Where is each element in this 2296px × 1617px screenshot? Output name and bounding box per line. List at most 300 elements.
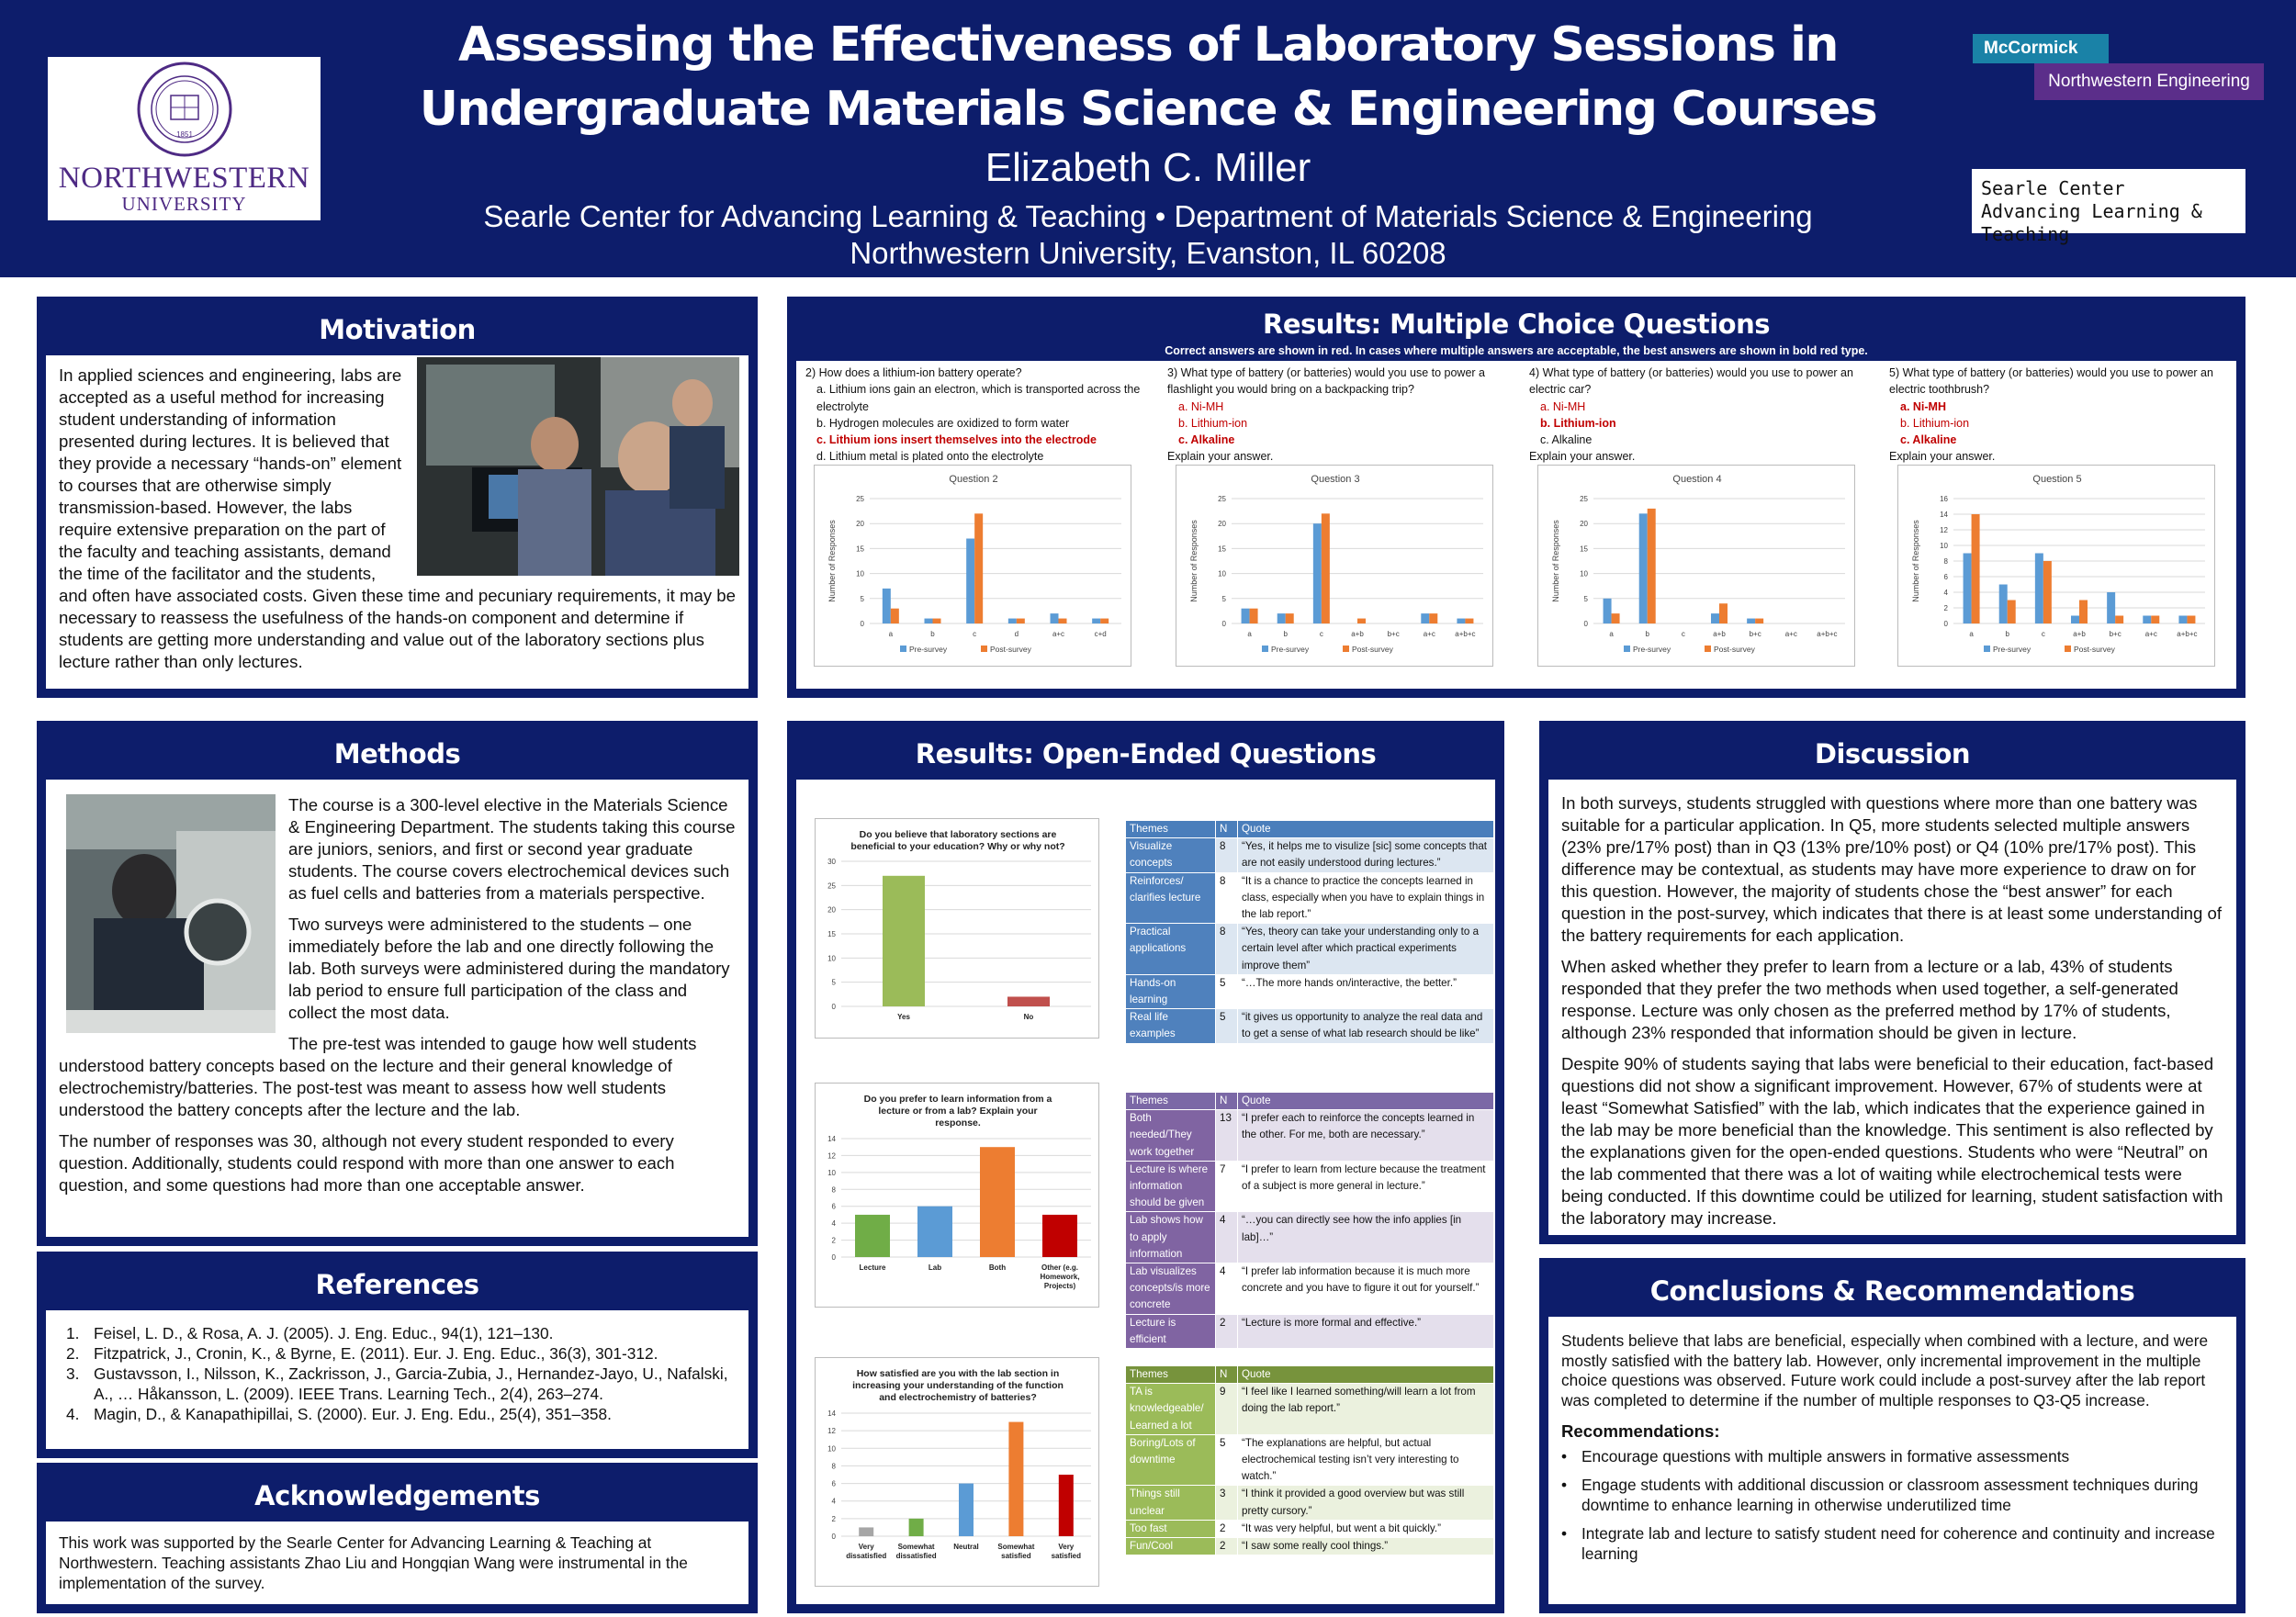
table-row <box>1126 974 1494 1008</box>
y-tick-label: 15 <box>827 930 836 938</box>
count-cell: 8 <box>1216 838 1238 872</box>
bar-post-survey <box>1322 513 1330 623</box>
bar-post-survey <box>1286 613 1294 623</box>
legend-swatch <box>2065 646 2071 652</box>
searle-logo-line-2: Advancing Learning & Teaching <box>1981 200 2202 245</box>
methods-paragraph-3: The pre-test was intended to gauge how well students understood battery concepts based on the lecture and their general knowledge of electrochemistry/batteries. The post-test was meant to assess how well students understood the battery concepts after the lecture and the lab. <box>59 1034 697 1119</box>
bar-post-survey <box>891 609 899 623</box>
bar-post-survey <box>2115 616 2123 624</box>
answer-option: b. Hydrogen molecules are oxidized to form water <box>816 416 1070 430</box>
y-tick-label: 2 <box>1943 604 1948 612</box>
x-tick-label-line: Yes <box>897 1013 910 1021</box>
bar-pre-survey <box>2071 616 2079 624</box>
bar-pre-survey <box>883 589 891 623</box>
x-tick-label <box>989 1263 1006 1272</box>
open-ended-heading: Results: Open-Ended Questions <box>915 738 1377 769</box>
answer-option: b. Lithium-ion <box>1540 416 1616 430</box>
x-tick-label: a+b+c <box>2177 630 2198 638</box>
x-tick-label <box>997 1543 1034 1560</box>
recommendation-text: Engage students with additional discussion or classroom assessment techniques during downtime to enhance learning in otherwise underutilized time <box>1581 1476 2199 1514</box>
y-tick-label: 4 <box>1943 589 1948 597</box>
motivation-text: In applied sciences and engineering, labs are accepted as a useful method for increasing student understanding of information presented during lectures. It is believed that they provide a necessary “hands-on” element to courses that are otherwise simply transmission-based. However, the labs require extensive preparation on the part of the faculty and teaching assistants, demand the time of the facilitator and the students, and often have associated costs. Given these time and pecuniary requirements, it may be necessary to reassess the usefulness of the hands-on component and determine if students are getting more understanding and value out of the laboratory sections plus lecture rather than only lectures. <box>59 365 736 671</box>
y-tick-label: 12 <box>827 1427 836 1436</box>
count-cell: 2 <box>1216 1538 1238 1555</box>
table-row <box>1126 1434 1494 1486</box>
answer-option: b. Lithium-ion <box>1900 416 1970 430</box>
conclusions-text: Students believe that labs are beneficial, especially when combined with a lecture, and were mostly satisfied with the battery lab. However, only incremental improvement in the multiple choice questions was observed. Future work could include a post-survey after the lab report was completed to determine if the number of multiple responses to Q3-Q5 increase. <box>1561 1331 2209 1409</box>
bar-post-survey <box>1250 609 1258 623</box>
mcq-question-4 <box>1529 361 1887 466</box>
legend-label: Pre-survey <box>1633 645 1671 654</box>
x-tick-label: c <box>2041 630 2045 638</box>
y-tick-label: 12 <box>827 1151 836 1161</box>
table-row <box>1126 1263 1494 1315</box>
legend-swatch <box>1343 646 1349 652</box>
chart-title <box>864 1094 1052 1129</box>
x-tick-label: b <box>1645 630 1649 638</box>
bar-post-survey <box>1017 619 1025 623</box>
x-tick-label: a <box>1247 630 1252 638</box>
lab-photo-glovebox <box>66 794 276 1033</box>
legend-label: Pre-survey <box>909 645 948 654</box>
reference-text: Fitzpatrick, J., Cronin, K., & Byrne, E. (2011). Eur. J. Eng. Educ., 36(3), 301-312. <box>94 1344 658 1363</box>
y-tick-label: 5 <box>860 594 864 603</box>
theme-cell: Real life examples <box>1126 1009 1216 1043</box>
y-tick-label: 0 <box>860 620 864 628</box>
answer-option: Explain your answer. <box>1529 450 1636 464</box>
chart-title-line: increasing your understanding of the function <box>852 1380 1064 1391</box>
bar <box>1042 1215 1077 1257</box>
y-tick-label: 10 <box>827 954 836 963</box>
bullet-icon: • <box>1561 1446 1568 1465</box>
count-cell: 13 <box>1216 1110 1238 1162</box>
y-tick-label: 0 <box>831 1253 836 1262</box>
open-ended-chart-3 <box>815 1357 1099 1587</box>
y-tick-label: 15 <box>1580 545 1588 554</box>
poster-title <box>367 13 1929 141</box>
x-tick-label: b+c <box>2109 630 2122 638</box>
legend-swatch <box>981 646 987 652</box>
references-body <box>46 1310 748 1449</box>
theme-cell: Too fast <box>1126 1520 1216 1537</box>
bar-pre-survey <box>925 619 933 623</box>
open-ended-panel <box>787 721 1504 1613</box>
chart-title-line: and electrochemistry of batteries? <box>879 1392 1037 1403</box>
mcq-body <box>796 361 2236 689</box>
northwestern-seal-icon <box>136 61 233 158</box>
question-prompt: 2) How does a lithium-ion battery operate? <box>805 366 1022 379</box>
y-tick-label: 10 <box>1940 542 1948 550</box>
open-ended-chart-1 <box>815 818 1099 1039</box>
mcq-chart-question-2 <box>814 465 1131 667</box>
discussion-paragraph-1: In both surveys, students struggled with questions where more than one battery was suitable for a particular application. In Q5, more students selected multiple answers (23% pre/17% post) than in Q3 (13% pre/10% post) or Q4 (10% pre/17% post). This difference may be contextual, as students may have more experience to draw on for this question. However, the majority of students chose the “best answer” for each question in the post-survey, which indicates that there is at least some understanding of the battery requirements for each application. <box>1561 793 2223 945</box>
x-tick-label: c <box>1319 630 1323 638</box>
acknowledgements-heading: Acknowledgements <box>254 1480 540 1511</box>
bar-post-survey <box>1465 619 1473 623</box>
author-name: Elizabeth C. Miller <box>985 145 1311 190</box>
motivation-heading: Motivation <box>319 314 476 345</box>
y-tick-label: 6 <box>831 1202 836 1211</box>
legend-label: Post-survey <box>2074 645 2115 654</box>
table-header-row <box>1126 1366 1494 1384</box>
x-tick-label: a+c <box>1784 630 1797 638</box>
x-tick-label: c <box>1681 630 1685 638</box>
motivation-body <box>46 355 748 689</box>
x-tick-label: d <box>1014 630 1019 638</box>
table-header-cell: Themes <box>1126 1093 1216 1110</box>
answer-option: b. Lithium-ion <box>1178 416 1248 430</box>
acknowledgements-text: This work was supported by the Searle Center for Advancing Learning & Teaching at Northwestern. Teaching assistants Zhao Liu and Hongqian Wang were instrumental in the implementation of the survey. <box>59 1533 688 1592</box>
question-prompt: 3) What type of battery (or batteries) would you use to power a flashlight you would bring on a backpacking trip? <box>1167 366 1486 397</box>
bar <box>909 1519 924 1536</box>
count-cell: 2 <box>1216 1520 1238 1537</box>
bar-post-survey <box>1719 603 1728 623</box>
y-tick-label: 0 <box>1943 620 1948 628</box>
x-tick-label <box>929 1263 941 1272</box>
legend-label: Post-survey <box>1352 645 1393 654</box>
table-row <box>1126 1384 1494 1435</box>
x-tick-label-line: satisfied <box>1001 1552 1031 1560</box>
table-header-cell: Themes <box>1126 1366 1216 1384</box>
theme-cell: Things still unclear <box>1126 1486 1216 1520</box>
legend-swatch <box>1262 646 1268 652</box>
bar-pre-survey <box>1421 613 1429 623</box>
x-tick-label: a <box>1969 630 1974 638</box>
x-tick-label <box>1040 1263 1079 1290</box>
y-tick-label: 8 <box>1943 557 1948 566</box>
y-tick-label: 4 <box>831 1497 836 1506</box>
legend-label: Post-survey <box>1714 645 1755 654</box>
y-tick-label: 15 <box>856 545 864 554</box>
x-tick-label-line: Very <box>1058 1543 1075 1551</box>
table-row <box>1126 1486 1494 1520</box>
bar-pre-survey <box>2035 554 2043 624</box>
x-tick-label <box>896 1543 937 1560</box>
count-cell: 4 <box>1216 1263 1238 1315</box>
answer-option: c. Alkaline <box>1178 433 1235 447</box>
y-axis-label: Number of Responses <box>1551 520 1560 602</box>
recommendation-text: Integrate lab and lecture to satisfy student need for coherence and continuity and increase learning <box>1581 1524 2215 1563</box>
bar <box>1008 1422 1023 1536</box>
reference-number: 3. <box>66 1364 80 1383</box>
answer-option: Explain your answer. <box>1167 450 1274 464</box>
bar-pre-survey <box>1711 613 1719 623</box>
y-tick-label: 10 <box>827 1168 836 1177</box>
northwestern-engineering-logo: Northwestern Engineering <box>2034 63 2264 100</box>
x-tick-label-line: No <box>1023 1013 1034 1021</box>
logo-nu-sub: UNIVERSITY <box>121 193 247 215</box>
discussion-body <box>1548 780 2236 1235</box>
count-cell: 4 <box>1216 1212 1238 1263</box>
searle-logo-line-1: Searle Center <box>1981 177 2125 199</box>
bar-pre-survey <box>1277 613 1286 623</box>
y-axis-label: Number of Responses <box>827 520 837 602</box>
references-panel <box>37 1252 758 1458</box>
theme-cell: Lecture is efficient <box>1126 1314 1216 1348</box>
bar-post-survey <box>1059 619 1067 623</box>
chart-title: Question 4 <box>1672 474 1722 485</box>
bar-post-survey <box>2079 601 2088 624</box>
bar-pre-survey <box>1747 619 1755 623</box>
x-tick-label: a+b <box>2073 630 2086 638</box>
legend-label: Post-survey <box>990 645 1031 654</box>
bar <box>959 1484 974 1536</box>
recommendations-heading: Recommendations: <box>1561 1421 1720 1441</box>
quote-cell: “It was very helpful, but went a bit quickly.” <box>1238 1520 1494 1537</box>
discussion-panel <box>1539 721 2245 1244</box>
table-row <box>1126 1212 1494 1263</box>
count-cell: 3 <box>1216 1486 1238 1520</box>
bar <box>980 1147 1015 1257</box>
reference-text: Gustavsson, I., Nilsson, K., Zackrisson, J., Garcia-Zubia, J., Hernandez-Jayo, U., Nafalski, A., … Håkansson, L. (2009). IEEE Trans. Learning Tech., 2(4), 263–274. <box>94 1364 728 1403</box>
reference-item <box>59 1404 736 1424</box>
bar <box>1007 996 1050 1006</box>
theme-cell: Both needed/They work together <box>1126 1110 1216 1162</box>
answer-option: d. Lithium metal is plated onto the electrolyte <box>816 450 1044 464</box>
legend-swatch <box>1705 646 1711 652</box>
y-tick-label: 25 <box>856 495 864 503</box>
answer-option: c. Lithium ions insert themselves into the electrode <box>816 433 1097 447</box>
table-row <box>1126 838 1494 872</box>
theme-cell: TA is knowledgeable/ Learned a lot <box>1126 1384 1216 1435</box>
mcq-heading: Results: Multiple Choice Questions <box>1263 309 1770 340</box>
table-header-cell: N <box>1216 821 1238 838</box>
legend-swatch <box>1984 646 1990 652</box>
x-tick-label-line: Lab <box>928 1263 942 1272</box>
y-tick-label: 25 <box>827 881 836 891</box>
y-tick-label: 0 <box>831 1533 836 1541</box>
table-row <box>1126 1161 1494 1212</box>
y-tick-label: 6 <box>1943 573 1948 581</box>
answer-option: a. Ni-MH <box>1900 399 1946 413</box>
reference-number: 4. <box>66 1405 80 1423</box>
bar-pre-survey <box>1051 613 1059 623</box>
theme-cell: Lab shows how to apply information <box>1126 1212 1216 1263</box>
themes-table-2 <box>1125 1092 1494 1349</box>
y-tick-label: 10 <box>1218 569 1226 578</box>
quote-cell: “I prefer lab information because it is much more concrete and you have to figure it out for yourself.” <box>1238 1263 1494 1315</box>
x-tick-label: a+b+c <box>1817 630 1838 638</box>
table-header-cell: Quote <box>1238 1093 1494 1110</box>
chart-svg <box>816 819 1100 1039</box>
bar-pre-survey <box>1457 619 1465 623</box>
methods-panel <box>37 721 758 1246</box>
y-tick-label: 10 <box>856 569 864 578</box>
methods-paragraph-2: Two surveys were administered to the students – one immediately before the lab and one directly following the lab. Both surveys were administered during the mandatory lab period to ensure full participation of the class and collect the most data. <box>288 915 730 1022</box>
x-tick-label: a+b <box>1351 630 1364 638</box>
mcq-chart-question-4 <box>1537 465 1855 667</box>
bar <box>1059 1475 1074 1536</box>
x-tick-label-line: Homework, <box>1040 1273 1080 1281</box>
bar-post-survey <box>2008 601 2016 624</box>
answer-option: a. Ni-MH <box>1178 399 1224 413</box>
count-cell: 7 <box>1216 1161 1238 1212</box>
references-heading: References <box>315 1269 479 1300</box>
table-header-cell: N <box>1216 1093 1238 1110</box>
x-tick-label: b <box>2005 630 2009 638</box>
bar <box>883 876 925 1006</box>
quote-cell: “I feel like I learned something/will learn a lot from doing the lab report.” <box>1238 1384 1494 1435</box>
y-tick-label: 15 <box>1218 545 1226 554</box>
table-header-cell: Themes <box>1126 821 1216 838</box>
theme-cell: Reinforces/ clarifies lecture <box>1126 872 1216 924</box>
y-tick-label: 20 <box>1580 520 1588 529</box>
mcq-subtitle: Correct answers are shown in red. In cases where multiple answers are acceptable, the best answers are shown in bold red type. <box>1165 344 1868 357</box>
bar-pre-survey <box>2107 592 2115 623</box>
discussion-heading: Discussion <box>1814 738 1971 769</box>
quote-cell: “I prefer each to reinforce the concepts learned in the other. For me, both are necessary.” <box>1238 1110 1494 1162</box>
table-header-cell: N <box>1216 1366 1238 1384</box>
northwestern-logo <box>48 57 321 220</box>
chart-title: Question 3 <box>1311 474 1360 485</box>
chart-svg <box>1176 466 1494 668</box>
table-header-row <box>1126 821 1494 838</box>
table-row <box>1126 1314 1494 1348</box>
count-cell: 9 <box>1216 1384 1238 1435</box>
bar-pre-survey <box>1008 619 1017 623</box>
bar-post-survey <box>2043 561 2052 623</box>
methods-heading: Methods <box>333 738 461 769</box>
chart-svg <box>815 466 1132 668</box>
bar-post-survey <box>1755 619 1763 623</box>
count-cell: 8 <box>1216 924 1238 975</box>
methods-paragraph-4: The number of responses was 30, although not every student responded to every question. Additionally, students could respond with more than one answer to each question, and some questions had more than one acceptable answer. <box>59 1131 675 1195</box>
y-tick-label: 2 <box>831 1236 836 1245</box>
poster-header <box>0 0 2296 277</box>
x-tick-label-line: Both <box>988 1263 1007 1272</box>
y-tick-label: 0 <box>1583 620 1588 628</box>
recommendation-text: Encourage questions with multiple answers in formative assessments <box>1581 1446 2070 1465</box>
x-tick-label: b+c <box>1749 630 1761 638</box>
bar <box>859 1527 873 1536</box>
y-tick-label: 4 <box>831 1219 836 1229</box>
theme-cell: Fun/Cool <box>1126 1538 1216 1555</box>
table-row <box>1126 1520 1494 1537</box>
y-tick-label: 20 <box>827 905 836 915</box>
y-axis-label: Number of Responses <box>1189 520 1199 602</box>
recommendation-item <box>1561 1476 2223 1515</box>
theme-cell: Practical applications <box>1126 924 1216 975</box>
y-tick-label: 25 <box>1580 495 1588 503</box>
x-tick-label-line: Projects) <box>1043 1282 1076 1290</box>
bar-pre-survey <box>1604 599 1612 623</box>
y-tick-label: 10 <box>827 1444 836 1454</box>
bar-post-survey <box>933 619 941 623</box>
bar-pre-survey <box>1092 619 1100 623</box>
chart-svg <box>816 1084 1100 1308</box>
lab-photo-students-at-computer <box>417 357 739 576</box>
chart-title <box>850 829 1064 852</box>
table-header-cell: Quote <box>1238 821 1494 838</box>
bar <box>855 1215 890 1257</box>
y-tick-label: 14 <box>827 1409 836 1418</box>
reference-text: Magin, D., & Kanapathipillai, S. (2000). Eur. J. Eng. Edu., 25(4), 351–358. <box>94 1405 612 1423</box>
y-tick-label: 2 <box>831 1514 836 1523</box>
logo-nu-word: NORTHWESTERN <box>58 162 310 195</box>
x-tick-label <box>1052 1543 1082 1560</box>
x-tick-label-line: Neutral <box>953 1543 979 1551</box>
count-cell: 2 <box>1216 1314 1238 1348</box>
x-tick-label: a+b <box>1713 630 1726 638</box>
table-header-cell: Quote <box>1238 1366 1494 1384</box>
bar-post-survey <box>2151 616 2159 624</box>
y-tick-label: 25 <box>1218 495 1226 503</box>
count-cell: 5 <box>1216 1009 1238 1043</box>
legend-swatch <box>1624 646 1630 652</box>
title-line-1: Assessing the Effectiveness of Laboratory Sessions in <box>458 17 1838 73</box>
count-cell: 5 <box>1216 974 1238 1008</box>
answer-option: c. Alkaline <box>1540 433 1593 447</box>
recommendations-list <box>1561 1447 2223 1565</box>
theme-cell: Lecture is where information should be given <box>1126 1161 1216 1212</box>
mccormick-logo: McCormick <box>1973 34 2109 63</box>
theme-cell: Lab visualizes concepts/is more concrete <box>1126 1263 1216 1315</box>
x-tick-label: c+d <box>1094 630 1107 638</box>
mcq-question-2 <box>805 361 1164 466</box>
question-prompt: 5) What type of battery (or batteries) would you use to power an electric toothbrush? <box>1889 366 2213 397</box>
reference-text: Feisel, L. D., & Rosa, A. J. (2005). J. Eng. Educ., 94(1), 121–130. <box>94 1324 554 1342</box>
answer-option: c. Alkaline <box>1900 433 1957 447</box>
x-tick-label-line: satisfied <box>1051 1552 1082 1560</box>
y-tick-label: 30 <box>827 858 836 866</box>
mcq-results-panel <box>787 297 2245 698</box>
bar-pre-survey <box>1639 513 1648 623</box>
bar-post-survey <box>1429 613 1437 623</box>
x-tick-label <box>953 1543 979 1551</box>
x-tick-label <box>1024 1013 1034 1021</box>
title-line-2: Undergraduate Materials Science & Engineering Courses <box>419 82 1877 137</box>
x-tick-label-line: dissatisfied <box>895 1552 937 1560</box>
themes-table-1 <box>1125 820 1494 1044</box>
reference-item <box>59 1364 736 1404</box>
y-tick-label: 14 <box>827 1135 836 1143</box>
x-tick-label-line: Lecture <box>859 1263 886 1272</box>
conclusions-body <box>1548 1317 2236 1604</box>
svg-text:1851: 1851 <box>175 130 193 139</box>
table-row <box>1126 872 1494 924</box>
table-header-row <box>1126 1093 1494 1110</box>
chart-title <box>852 1368 1064 1403</box>
count-cell: 5 <box>1216 1434 1238 1486</box>
bullet-icon: • <box>1561 1524 1568 1543</box>
chart-svg <box>816 1358 1100 1588</box>
y-tick-label: 10 <box>1580 569 1588 578</box>
chart-title-line: response. <box>935 1117 981 1129</box>
y-tick-label: 5 <box>831 978 836 987</box>
mcq-question-5 <box>1889 361 2247 466</box>
open-ended-chart-2 <box>815 1083 1099 1308</box>
bar-post-survey <box>1972 514 1980 623</box>
y-tick-label: 12 <box>1940 526 1948 534</box>
bar-post-survey <box>1357 619 1366 623</box>
x-tick-label: a+c <box>1423 630 1435 638</box>
x-tick-label: b <box>930 630 935 638</box>
y-tick-label: 5 <box>1221 594 1226 603</box>
bar <box>917 1207 952 1257</box>
motivation-panel <box>37 297 758 698</box>
x-tick-label: b+c <box>1387 630 1400 638</box>
bar-post-survey <box>1648 509 1656 623</box>
x-tick-label <box>897 1013 910 1021</box>
quote-cell: “…you can directly see how the info applies [in lab]…” <box>1238 1212 1494 1263</box>
mcq-chart-question-3 <box>1176 465 1493 667</box>
y-tick-label: 8 <box>831 1462 836 1471</box>
chart-svg <box>1538 466 1856 668</box>
x-tick-label: a+c <box>2144 630 2157 638</box>
y-tick-label: 6 <box>831 1479 836 1488</box>
mcq-question-3 <box>1167 361 1525 466</box>
x-tick-label-line: Somewhat <box>997 1543 1035 1551</box>
